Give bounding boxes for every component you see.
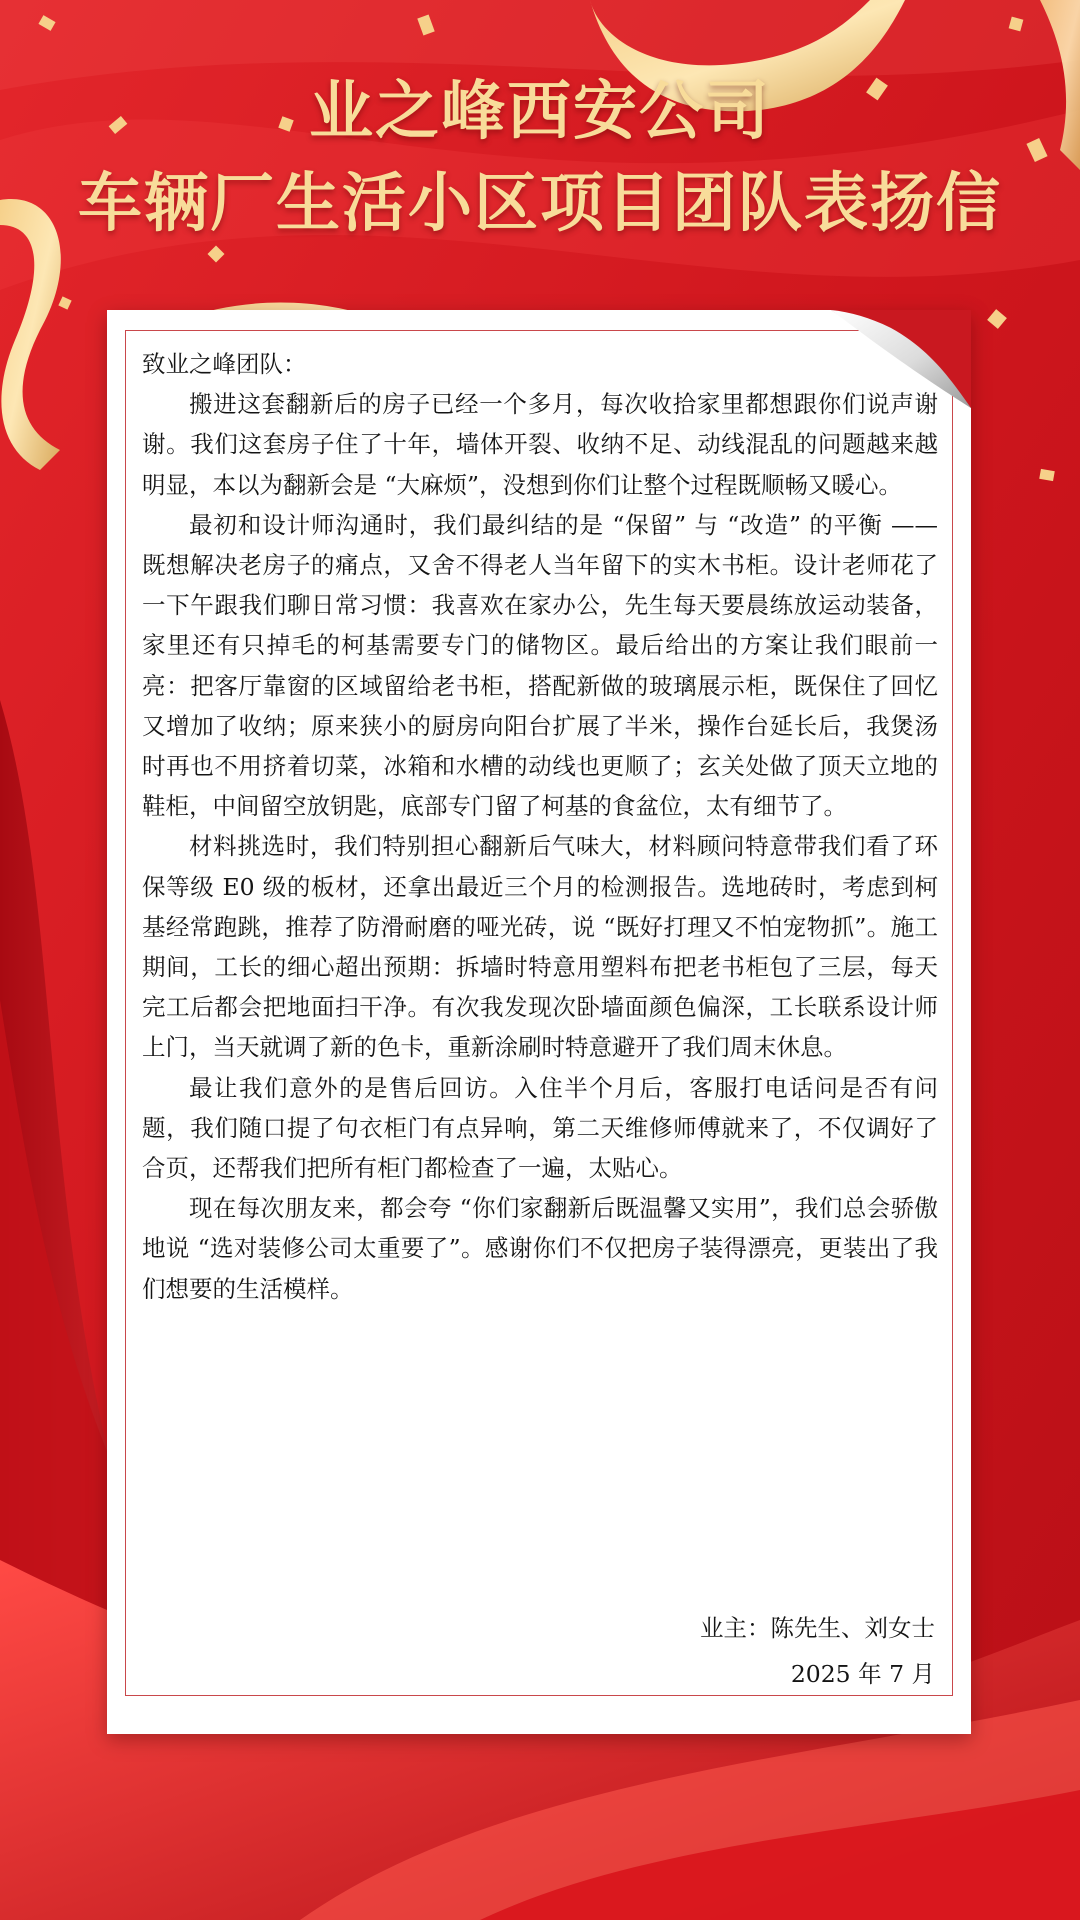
letter-paragraph-3: 材料挑选时，我们特别担心翻新后气味大，材料顾问特意带我们看了环保等级 E0 级的板材，还拿出最近三个月的检测报告。选地砖时，考虑到柯基经常跑跳，推荐了防滑耐磨的哑光砖，说 “既好打理又不怕宠物抓”。施工期间，工长的细心超出预期：拆墙时特意用塑料布把老书柜包了三层，每天完工后都会把地面扫干净。有次我发现次卧墙面颜色偏深，工长联系设计师上门，当天就调了新的色卡，重新涂刷时特意避开了我们周末休息。 xyxy=(142,832,938,1062)
letter-paragraph-1: 搬进这套翻新后的房子已经一个多月，每次收拾家里都想跟你们说声谢谢。我们这套房子住了十年，墙体开裂、收纳不足、动线混乱的问题越来越明显，本以为翻新会是 “大麻烦”，没想到你们让整个过程既顺畅又暖心。 xyxy=(142,390,938,499)
title-line-1: 业之峰西安公司 xyxy=(309,75,771,149)
letter-greeting: 致业之峰团队： xyxy=(142,350,307,378)
letter-signature: 业主：陈先生、刘女士 xyxy=(700,1614,935,1642)
letter-date: 2025 年 7 月 xyxy=(790,1660,935,1688)
title-line-2: 车辆厂生活小区项目团队表扬信 xyxy=(78,167,1002,241)
letter-body xyxy=(142,344,938,1309)
letter-paper xyxy=(107,310,971,1734)
letter-paragraph-4: 最让我们意外的是售后回访。入住半个月后，客服打电话问是否有问题，我们随口提了句衣柜门有点异响，第二天维修师傅就来了，不仅调好了合页，还帮我们把所有柜门都检查了一遍，太贴心。 xyxy=(142,1073,938,1183)
letter-paragraph-5: 现在每次朋友来，都会夸 “你们家翻新后既温馨又实用”，我们总会骄傲地说 “选对装修公司太重要了”。感谢你们不仅把房子装得漂亮，更装出了我们想要的生活模样。 xyxy=(142,1194,938,1303)
letter-paragraph-2: 最初和设计师沟通时，我们最纠结的是 “保留” 与 “改造” 的平衡 —— 既想解决老房子的痛点，又舍不得老人当年留下的实木书柜。设计老师花了一下午跟我们聊日常习惯：我喜欢在家办公，先生每天要晨练放运动装备，家里还有只掉毛的柯基需要专门的储物区。最后给出的方案让我们眼前一亮：把客厅靠窗的区域留给老书柜，搭配新做的玻璃展示柜，既保住了回忆又增加了收纳；原来狭小的厨房向阳台扩展了半米，操作台延长后，我煲汤时再也不用挤着切菜，冰箱和水槽的动线也更顺了；玄关处做了顶天立地的鞋柜，中间留空放钥匙，底部专门留了柯基的食盆位，太有细节了。 xyxy=(142,510,938,821)
